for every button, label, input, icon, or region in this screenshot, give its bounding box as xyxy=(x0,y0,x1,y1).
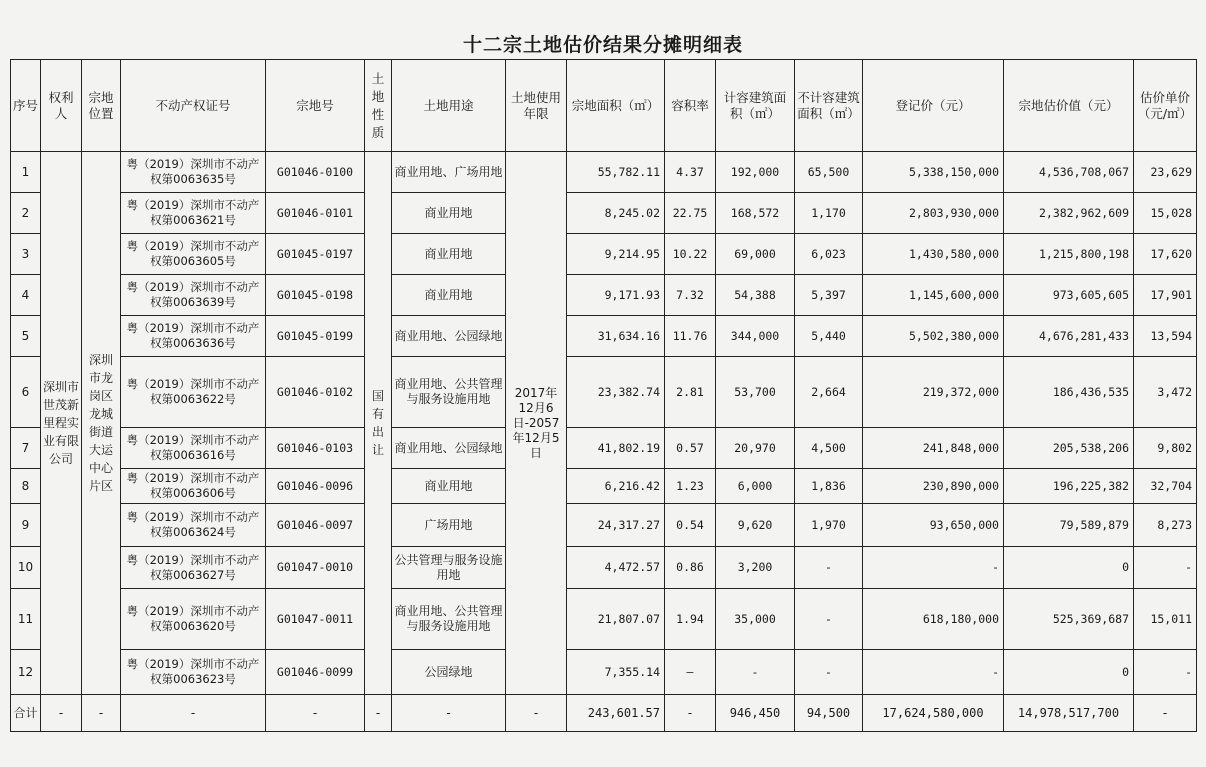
table-row xyxy=(11,504,1197,547)
cell-use: 广场用地 xyxy=(392,504,506,547)
cell-reg-price: - xyxy=(863,650,1004,695)
table-row xyxy=(11,589,1197,650)
cell-seq: 6 xyxy=(11,357,41,428)
cell-cert: 粤（2019）深圳市不动产权第0063606号 xyxy=(121,469,266,504)
cell-term-shared: 2017年12月6日-2057年12月5日 xyxy=(506,152,567,695)
cell-area: 4,472.57 xyxy=(567,547,665,589)
cell-total-unit-price: - xyxy=(1134,695,1197,732)
cell-parcel: G01045-0198 xyxy=(266,275,365,316)
table-title: 十二宗土地估价结果分摊明细表 xyxy=(462,34,743,56)
cell-total-est-value: 14,978,517,700 xyxy=(1004,695,1134,732)
cell-gfa: 54,388 xyxy=(716,275,795,316)
cell-reg-price: 1,430,580,000 xyxy=(863,234,1004,275)
cell-total-gfa: 946,450 xyxy=(716,695,795,732)
cell-nongfa: 5,440 xyxy=(795,316,863,357)
cell-gfa: 35,000 xyxy=(716,589,795,650)
cell-est-value: 4,676,281,433 xyxy=(1004,316,1134,357)
cell-cert: 粤（2019）深圳市不动产权第0063635号 xyxy=(121,152,266,193)
cell-area: 31,634.16 xyxy=(567,316,665,357)
cell-cert: 粤（2019）深圳市不动产权第0063621号 xyxy=(121,193,266,234)
cell-parcel: G01046-0101 xyxy=(266,193,365,234)
cell-area: 7,355.14 xyxy=(567,650,665,695)
cell-total-nongfa: 94,500 xyxy=(795,695,863,732)
cell-far: 4.37 xyxy=(665,152,716,193)
cell-parcel: G01046-0100 xyxy=(266,152,365,193)
cell-far: 2.81 xyxy=(665,357,716,428)
cell-use: 商业用地、公共管理与服务设施用地 xyxy=(392,357,506,428)
cell-parcel: G01047-0010 xyxy=(266,547,365,589)
cell-area: 24,317.27 xyxy=(567,504,665,547)
cell-reg-price: 5,338,150,000 xyxy=(863,152,1004,193)
cell-seq: 9 xyxy=(11,504,41,547)
cell-far: 0.86 xyxy=(665,547,716,589)
cell-area: 9,214.95 xyxy=(567,234,665,275)
cell-area: 41,802.19 xyxy=(567,428,665,469)
cell-unit-price: 15,011 xyxy=(1134,589,1197,650)
cell-unit-price: 9,802 xyxy=(1134,428,1197,469)
cell-gfa: 69,000 xyxy=(716,234,795,275)
cell-nongfa: 1,170 xyxy=(795,193,863,234)
cell-nature-shared: 国有出让 xyxy=(365,152,392,695)
cell-parcel: G01046-0102 xyxy=(266,357,365,428)
table-row xyxy=(11,234,1197,275)
header-nongfa: 不计容建筑面积（㎡） xyxy=(795,60,863,152)
cell-cert: 粤（2019）深圳市不动产权第0063620号 xyxy=(121,589,266,650)
cell-est-value: 196,225,382 xyxy=(1004,469,1134,504)
cell-reg-price: 5,502,380,000 xyxy=(863,316,1004,357)
cell-reg-price: - xyxy=(863,547,1004,589)
cell-use: 商业用地 xyxy=(392,275,506,316)
cell-total-cert: - xyxy=(121,695,266,732)
header-gfa: 计容建筑面积（㎡） xyxy=(716,60,795,152)
cell-far: 1.94 xyxy=(665,589,716,650)
valuation-table xyxy=(10,59,1197,732)
header-far: 容积率 xyxy=(665,60,716,152)
cell-reg-price: 93,650,000 xyxy=(863,504,1004,547)
header-est-value: 宗地估价值（元） xyxy=(1004,60,1134,152)
header-row xyxy=(11,60,1197,152)
cell-total-owner: - xyxy=(41,695,82,732)
cell-parcel: G01046-0099 xyxy=(266,650,365,695)
table-row xyxy=(11,316,1197,357)
header-cert: 不动产权证号 xyxy=(121,60,266,152)
cell-owner-shared: 深圳市世茂新里程实业有限公司 xyxy=(41,152,82,695)
cell-seq: 12 xyxy=(11,650,41,695)
header-parcel: 宗地号 xyxy=(266,60,365,152)
header-term: 土地使用年限 xyxy=(506,60,567,152)
cell-use: 商业用地、广场用地 xyxy=(392,152,506,193)
header-area: 宗地面积（㎡） xyxy=(567,60,665,152)
cell-gfa: 168,572 xyxy=(716,193,795,234)
cell-est-value: 4,536,708,067 xyxy=(1004,152,1134,193)
cell-unit-price: 3,472 xyxy=(1134,357,1197,428)
cell-use: 商业用地、公园绿地 xyxy=(392,316,506,357)
cell-unit-price: 15,028 xyxy=(1134,193,1197,234)
cell-far: 11.76 xyxy=(665,316,716,357)
header-unit-price: 估价单价（元/㎡） xyxy=(1134,60,1197,152)
cell-parcel: G01045-0199 xyxy=(266,316,365,357)
cell-cert: 粤（2019）深圳市不动产权第0063616号 xyxy=(121,428,266,469)
cell-reg-price: 230,890,000 xyxy=(863,469,1004,504)
table-row xyxy=(11,193,1197,234)
cell-far: 22.75 xyxy=(665,193,716,234)
cell-use: 公共管理与服务设施用地 xyxy=(392,547,506,589)
cell-reg-price: 1,145,600,000 xyxy=(863,275,1004,316)
cell-use: 商业用地、公共管理与服务设施用地 xyxy=(392,589,506,650)
cell-use: 商业用地 xyxy=(392,469,506,504)
cell-unit-price: - xyxy=(1134,650,1197,695)
cell-gfa: 344,000 xyxy=(716,316,795,357)
cell-nongfa: 65,500 xyxy=(795,152,863,193)
cell-use: 商业用地 xyxy=(392,234,506,275)
cell-seq: 11 xyxy=(11,589,41,650)
cell-nongfa: - xyxy=(795,547,863,589)
cell-unit-price: - xyxy=(1134,547,1197,589)
table-row xyxy=(11,152,1197,193)
cell-est-value: 0 xyxy=(1004,650,1134,695)
cell-est-value: 525,369,687 xyxy=(1004,589,1134,650)
table-row xyxy=(11,469,1197,504)
cell-location-shared: 深圳市龙岗区龙城街道大运中心片区 xyxy=(82,152,121,695)
cell-seq: 1 xyxy=(11,152,41,193)
cell-far: 0.54 xyxy=(665,504,716,547)
cell-nongfa: 6,023 xyxy=(795,234,863,275)
cell-total-parcel: - xyxy=(266,695,365,732)
cell-unit-price: 8,273 xyxy=(1134,504,1197,547)
cell-cert: 粤（2019）深圳市不动产权第0063605号 xyxy=(121,234,266,275)
cell-use: 商业用地、公园绿地 xyxy=(392,428,506,469)
cell-reg-price: 2,803,930,000 xyxy=(863,193,1004,234)
cell-total-area: 243,601.57 xyxy=(567,695,665,732)
cell-total-location: - xyxy=(82,695,121,732)
cell-far: 10.22 xyxy=(665,234,716,275)
cell-reg-price: 241,848,000 xyxy=(863,428,1004,469)
cell-gfa: 53,700 xyxy=(716,357,795,428)
cell-use: 公园绿地 xyxy=(392,650,506,695)
cell-total-label: 合计 xyxy=(11,695,41,732)
cell-cert: 粤（2019）深圳市不动产权第0063623号 xyxy=(121,650,266,695)
cell-parcel: G01046-0097 xyxy=(266,504,365,547)
cell-far: 0.57 xyxy=(665,428,716,469)
cell-unit-price: 23,629 xyxy=(1134,152,1197,193)
cell-est-value: 1,215,800,198 xyxy=(1004,234,1134,275)
cell-parcel: G01047-0011 xyxy=(266,589,365,650)
cell-gfa: 6,000 xyxy=(716,469,795,504)
cell-parcel: G01045-0197 xyxy=(266,234,365,275)
cell-nongfa: 1,836 xyxy=(795,469,863,504)
cell-parcel: G01046-0096 xyxy=(266,469,365,504)
cell-unit-price: 17,620 xyxy=(1134,234,1197,275)
table-row xyxy=(11,547,1197,589)
header-seq: 序号 xyxy=(11,60,41,152)
cell-area: 6,216.42 xyxy=(567,469,665,504)
cell-nongfa: - xyxy=(795,650,863,695)
cell-nongfa: 5,397 xyxy=(795,275,863,316)
cell-nongfa: 1,970 xyxy=(795,504,863,547)
cell-est-value: 0 xyxy=(1004,547,1134,589)
header-location: 宗地位置 xyxy=(82,60,121,152)
cell-est-value: 186,436,535 xyxy=(1004,357,1134,428)
cell-area: 21,807.07 xyxy=(567,589,665,650)
cell-gfa: 3,200 xyxy=(716,547,795,589)
cell-seq: 8 xyxy=(11,469,41,504)
cell-cert: 粤（2019）深圳市不动产权第0063627号 xyxy=(121,547,266,589)
cell-est-value: 205,538,206 xyxy=(1004,428,1134,469)
cell-seq: 10 xyxy=(11,547,41,589)
cell-far: — xyxy=(665,650,716,695)
cell-gfa: - xyxy=(716,650,795,695)
cell-far: 7.32 xyxy=(665,275,716,316)
cell-total-term: - xyxy=(506,695,567,732)
header-use: 土地用途 xyxy=(392,60,506,152)
cell-area: 55,782.11 xyxy=(567,152,665,193)
cell-use: 商业用地 xyxy=(392,193,506,234)
cell-area: 8,245.02 xyxy=(567,193,665,234)
cell-reg-price: 219,372,000 xyxy=(863,357,1004,428)
cell-cert: 粤（2019）深圳市不动产权第0063639号 xyxy=(121,275,266,316)
cell-seq: 5 xyxy=(11,316,41,357)
cell-gfa: 9,620 xyxy=(716,504,795,547)
header-reg-price: 登记价（元） xyxy=(863,60,1004,152)
cell-est-value: 79,589,879 xyxy=(1004,504,1134,547)
cell-parcel: G01046-0103 xyxy=(266,428,365,469)
cell-total-reg-price: 17,624,580,000 xyxy=(863,695,1004,732)
cell-total-nature: - xyxy=(365,695,392,732)
table-row xyxy=(11,275,1197,316)
cell-nongfa: 4,500 xyxy=(795,428,863,469)
cell-cert: 粤（2019）深圳市不动产权第0063622号 xyxy=(121,357,266,428)
cell-unit-price: 13,594 xyxy=(1134,316,1197,357)
cell-seq: 2 xyxy=(11,193,41,234)
cell-total-far: - xyxy=(665,695,716,732)
cell-est-value: 973,605,605 xyxy=(1004,275,1134,316)
cell-gfa: 192,000 xyxy=(716,152,795,193)
total-row xyxy=(11,695,1197,732)
cell-est-value: 2,382,962,609 xyxy=(1004,193,1134,234)
cell-unit-price: 32,704 xyxy=(1134,469,1197,504)
cell-unit-price: 17,901 xyxy=(1134,275,1197,316)
table-row xyxy=(11,357,1197,428)
cell-gfa: 20,970 xyxy=(716,428,795,469)
cell-cert: 粤（2019）深圳市不动产权第0063624号 xyxy=(121,504,266,547)
cell-cert: 粤（2019）深圳市不动产权第0063636号 xyxy=(121,316,266,357)
cell-seq: 3 xyxy=(11,234,41,275)
cell-seq: 7 xyxy=(11,428,41,469)
cell-far: 1.23 xyxy=(665,469,716,504)
cell-area: 9,171.93 xyxy=(567,275,665,316)
cell-nongfa: 2,664 xyxy=(795,357,863,428)
header-owner: 权利人 xyxy=(41,60,82,152)
table-row xyxy=(11,428,1197,469)
table-row xyxy=(11,650,1197,695)
cell-seq: 4 xyxy=(11,275,41,316)
cell-area: 23,382.74 xyxy=(567,357,665,428)
cell-total-use: - xyxy=(392,695,506,732)
cell-nongfa: - xyxy=(795,589,863,650)
cell-reg-price: 618,180,000 xyxy=(863,589,1004,650)
header-nature: 土地性质 xyxy=(365,60,392,152)
